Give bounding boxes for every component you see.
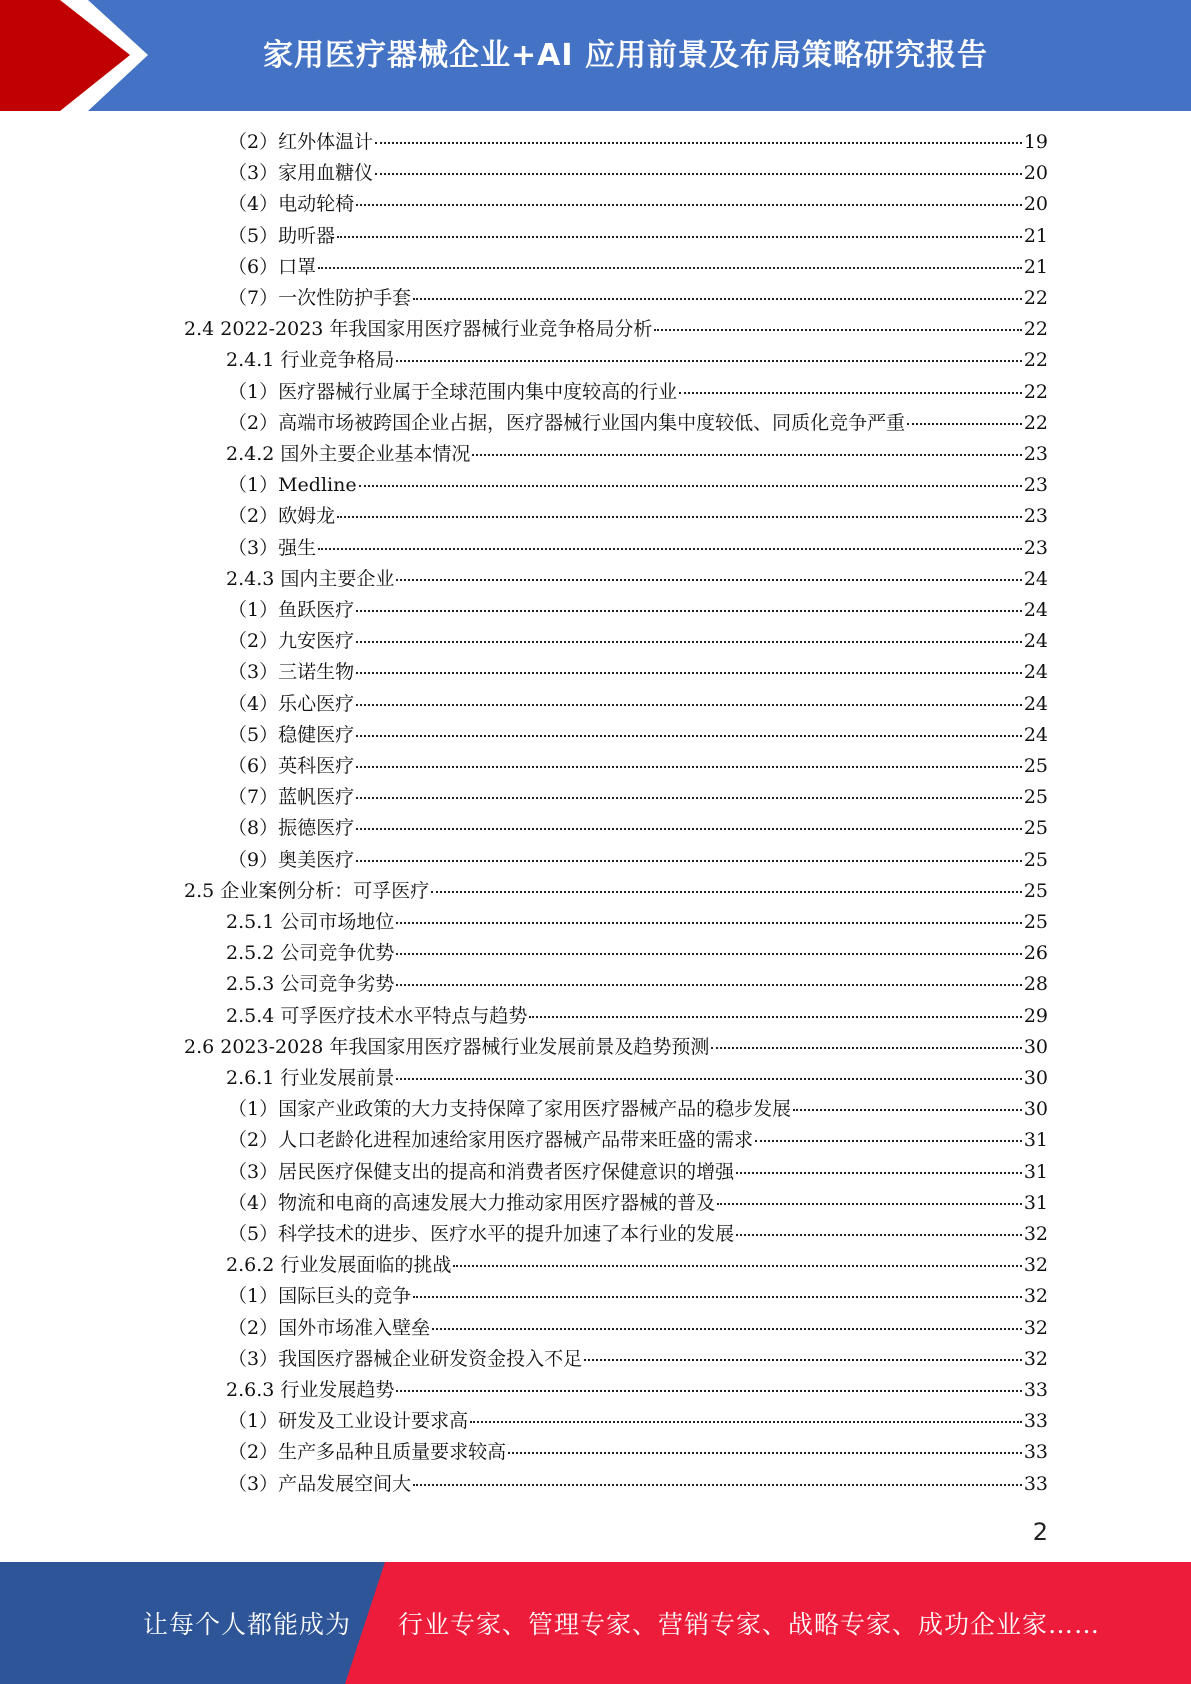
toc-entry-page: 33 (1023, 1441, 1048, 1464)
toc-entry[interactable] (226, 969, 1048, 1000)
toc-entry[interactable] (228, 252, 1048, 283)
toc-dot-leader (356, 828, 1022, 830)
toc-entry-label: （2）生产多品种且质量要求较高 (228, 1441, 507, 1464)
toc-entry-page: 22 (1023, 349, 1048, 372)
toc-entry-page: 23 (1023, 505, 1048, 528)
toc-entry-page: 30 (1023, 1067, 1048, 1089)
toc-dot-leader (375, 173, 1022, 175)
toc-dot-leader (396, 579, 1021, 581)
toc-dot-leader (432, 1328, 1022, 1330)
toc-entry-label: （2）红外体温计 (228, 131, 374, 153)
toc-entry-label: （5）稳健医疗 (228, 723, 355, 746)
toc-entry-label: （3）家用血糖仪 (228, 162, 374, 185)
toc-entry-page: 22 (1023, 380, 1048, 403)
toc-entry[interactable] (226, 564, 1048, 595)
toc-entry-page: 26 (1023, 942, 1048, 965)
toc-entry[interactable] (228, 127, 1048, 158)
toc-entry[interactable] (228, 720, 1048, 751)
toc-entry-page: 24 (1023, 599, 1048, 621)
toc-entry[interactable] (228, 283, 1048, 314)
toc-dot-leader (793, 1109, 1022, 1111)
toc-entry-page: 30 (1023, 1098, 1048, 1121)
toc-dot-leader (356, 672, 1022, 674)
toc-dot-leader (413, 298, 1022, 300)
toc-entry-page: 25 (1023, 879, 1048, 902)
toc-entry-label: 2.6 2023-2028 年我国家用医疗器械行业发展前景及趋势预测 (184, 1035, 710, 1058)
toc-dot-leader (679, 392, 1022, 394)
toc-dot-leader (755, 1140, 1022, 1142)
toc-entry[interactable] (226, 1063, 1048, 1094)
toc-entry-label: （1）国家产业政策的大力支持保障了家用医疗器械产品的稳步发展 (228, 1098, 792, 1121)
toc-dot-leader (375, 142, 1022, 144)
toc-entry-page: 22 (1023, 318, 1048, 341)
toc-dot-leader (396, 984, 1021, 986)
toc-entry[interactable] (228, 1469, 1048, 1500)
toc-entry-page: 33 (1023, 1472, 1048, 1495)
toc-entry-label: （2）国外市场准入壁垒 (228, 1316, 431, 1339)
toc-entry-page: 32 (1023, 1285, 1048, 1308)
toc-dot-leader (356, 797, 1022, 799)
toc-entry-label: （2）高端市场被跨国企业占据，医疗器械行业国内集中度较低、同质化竞争严重 (228, 411, 906, 434)
toc-entry-page: 25 (1023, 817, 1048, 840)
toc-entry-label: 2.6.2 行业发展面临的挑战 (226, 1254, 452, 1277)
toc-entry-page: 23 (1023, 443, 1048, 465)
toc-dot-leader (584, 1359, 1022, 1361)
toc-entry[interactable] (228, 1125, 1048, 1156)
toc-entry[interactable] (226, 1001, 1048, 1032)
toc-entry-label: （3）产品发展空间大 (228, 1472, 412, 1495)
toc-dot-leader (431, 891, 1022, 893)
toc-entry-label: （3）强生 (228, 536, 317, 559)
toc-entry-page: 20 (1023, 193, 1048, 216)
toc-entry-label: 2.5.3 公司竞争劣势 (226, 973, 395, 996)
toc-entry-label: （5）科学技术的进步、医疗水平的提升加速了本行业的发展 (228, 1223, 735, 1245)
toc-dot-leader (472, 454, 1021, 456)
toc-dot-leader (396, 953, 1021, 955)
report-title: 家用医疗器械企业+AI 应用前景及布局策略研究报告 (263, 37, 988, 73)
toc-dot-leader (470, 1421, 1022, 1423)
toc-entry-page: 20 (1023, 162, 1048, 185)
toc-entry-label: （3）居民医疗保健支出的提高和消费者医疗保健意识的增强 (228, 1160, 735, 1183)
toc-entry-label: （4）物流和电商的高速发展大力推动家用医疗器械的普及 (228, 1191, 716, 1214)
toc-dot-leader (508, 1452, 1022, 1454)
toc-entry-page: 21 (1023, 224, 1048, 247)
toc-entry[interactable] (228, 158, 1048, 189)
toc-entry-page: 23 (1023, 474, 1048, 497)
page-number: 2 (1032, 1518, 1048, 1546)
toc-dot-leader (356, 704, 1022, 706)
toc-entry-page: 25 (1023, 755, 1048, 777)
toc-dot-leader (736, 1172, 1022, 1174)
toc-entry-page: 28 (1023, 973, 1048, 996)
toc-dot-leader (337, 236, 1022, 238)
toc-entry-page: 22 (1023, 411, 1048, 434)
header-chevron-decoration (0, 0, 160, 111)
toc-entry-page: 32 (1023, 1347, 1048, 1370)
toc-entry-label: 2.4 2022-2023 年我国家用医疗器械行业竞争格局分析 (184, 318, 653, 341)
toc-entry[interactable] (228, 377, 1048, 408)
toc-entry-label: （4）电动轮椅 (228, 193, 355, 216)
toc-entry-page: 31 (1023, 1191, 1048, 1214)
toc-dot-leader (396, 1078, 1021, 1080)
toc-entry-page: 25 (1023, 911, 1048, 933)
toc-entry[interactable] (228, 782, 1048, 813)
toc-entry[interactable] (226, 907, 1048, 938)
toc-entry-label: （6）英科医疗 (228, 755, 355, 777)
toc-entry-label: 2.6.1 行业发展前景 (226, 1067, 395, 1089)
toc-dot-leader (318, 548, 1022, 550)
toc-dot-leader (413, 1296, 1022, 1298)
toc-dot-leader (337, 516, 1022, 518)
toc-entry[interactable] (228, 657, 1048, 688)
toc-entry[interactable] (228, 845, 1048, 876)
toc-entry-page: 24 (1023, 661, 1048, 684)
toc-entry-page: 19 (1023, 131, 1048, 153)
toc-entry-label: （6）口罩 (228, 255, 317, 278)
toc-dot-leader (318, 267, 1022, 269)
toc-entry[interactable] (228, 689, 1048, 720)
toc-entry-label: （8）振德医疗 (228, 817, 355, 840)
toc-dot-leader (359, 485, 1022, 487)
toc-entry-page: 22 (1023, 287, 1048, 309)
toc-entry-label: （1）国际巨头的竞争 (228, 1285, 412, 1308)
toc-entry-label: 2.4.1 行业竞争格局 (226, 349, 395, 372)
toc-entry-page: 32 (1023, 1254, 1048, 1277)
toc-entry-label: 2.5.2 公司竞争优势 (226, 942, 395, 965)
toc-entry-page: 24 (1023, 723, 1048, 746)
toc-dot-leader (413, 1484, 1022, 1486)
toc-entry[interactable] (228, 1157, 1048, 1188)
toc-entry[interactable] (228, 533, 1048, 564)
toc-dot-leader (356, 735, 1022, 737)
toc-dot-leader (453, 1265, 1021, 1267)
footer-slogan-left: 让每个人都能成为 (143, 1610, 352, 1639)
toc-dot-leader (736, 1234, 1022, 1236)
toc-entry[interactable] (184, 314, 1048, 345)
toc-entry-page: 24 (1023, 630, 1048, 653)
toc-entry-label: 2.6.3 行业发展趋势 (226, 1379, 395, 1401)
toc-dot-leader (356, 860, 1022, 862)
toc-entry[interactable] (228, 501, 1048, 532)
toc-entry-label: （7）一次性防护手套 (228, 287, 412, 309)
toc-entry-page: 32 (1023, 1316, 1048, 1339)
toc-entry-label: （2）九安医疗 (228, 630, 355, 653)
toc-entry[interactable] (226, 345, 1048, 376)
toc-entry[interactable] (226, 938, 1048, 969)
toc-entry-label: 2.5.4 可孚医疗技术水平特点与趋势 (226, 1004, 528, 1027)
toc-entry[interactable] (228, 595, 1048, 626)
toc-entry[interactable] (226, 1375, 1048, 1406)
toc-dot-leader (356, 610, 1022, 612)
toc-entry-label: （5）助听器 (228, 224, 336, 247)
toc-dot-leader (396, 360, 1021, 362)
toc-entry[interactable] (228, 1406, 1048, 1437)
toc-entry-page: 25 (1023, 848, 1048, 871)
toc-entry[interactable] (228, 813, 1048, 844)
toc-entry[interactable] (228, 1313, 1048, 1344)
footer-slogan-right: 行业专家、管理专家、营销专家、战略专家、成功企业家…… (398, 1610, 1101, 1639)
toc-dot-leader (717, 1203, 1022, 1205)
toc-entry-label: （1）鱼跃医疗 (228, 599, 355, 621)
toc-entry[interactable] (228, 189, 1048, 220)
toc-entry[interactable] (228, 626, 1048, 657)
toc-entry-label: 2.4.3 国内主要企业 (226, 567, 395, 590)
toc-entry-page: 24 (1023, 567, 1048, 590)
toc-entry[interactable] (226, 439, 1048, 470)
toc-entry-page: 30 (1023, 1035, 1048, 1058)
toc-entry-label: 2.5.1 公司市场地位 (226, 911, 395, 933)
toc-dot-leader (529, 1016, 1021, 1018)
toc-entry[interactable] (228, 1437, 1048, 1468)
toc-entry-page: 33 (1023, 1410, 1048, 1433)
toc-entry-label: （1）Medline (228, 474, 357, 497)
toc-entry[interactable] (228, 751, 1048, 782)
toc-entry-page: 33 (1023, 1379, 1048, 1401)
toc-entry[interactable] (228, 408, 1048, 439)
toc-entry[interactable] (228, 1094, 1048, 1125)
toc-dot-leader (396, 922, 1021, 924)
toc-entry-page: 21 (1023, 255, 1048, 278)
toc-entry[interactable] (228, 1344, 1048, 1375)
toc-dot-leader (356, 766, 1022, 768)
toc-entry[interactable] (228, 470, 1048, 501)
toc-entry[interactable] (228, 1281, 1048, 1312)
toc-entry-label: （4）乐心医疗 (228, 692, 355, 715)
page-header (0, 0, 1191, 111)
toc-entry-label: （3）我国医疗器械企业研发资金投入不足 (228, 1347, 583, 1370)
toc-entry[interactable] (228, 1219, 1048, 1250)
page-footer (0, 1562, 1191, 1684)
toc-entry-label: （7）蓝帆医疗 (228, 786, 355, 809)
toc-entry[interactable] (228, 221, 1048, 252)
toc-entry-label: （1）研发及工业设计要求高 (228, 1410, 469, 1433)
toc-dot-leader (396, 1390, 1021, 1392)
toc-entry-page: 25 (1023, 786, 1048, 809)
toc-entry[interactable] (184, 876, 1048, 907)
toc-entry-label: 2.5 企业案例分析：可孚医疗 (184, 879, 430, 902)
toc-entry[interactable] (226, 1250, 1048, 1281)
toc-dot-leader (711, 1047, 1021, 1049)
toc-entry-page: 24 (1023, 692, 1048, 715)
toc-entry-label: 2.4.2 国外主要企业基本情况 (226, 443, 471, 465)
toc-entry-label: （3）三诺生物 (228, 661, 355, 684)
toc-entry-label: （1）医疗器械行业属于全球范围内集中度较高的行业 (228, 380, 678, 403)
toc-entry[interactable] (228, 1188, 1048, 1219)
toc-entry-page: 29 (1023, 1004, 1048, 1027)
toc-dot-leader (654, 329, 1021, 331)
toc-dot-leader (356, 204, 1022, 206)
toc-entry-page: 23 (1023, 536, 1048, 559)
toc-dot-leader (356, 641, 1022, 643)
toc-entry[interactable] (184, 1032, 1048, 1063)
toc-entry-page: 31 (1023, 1129, 1048, 1152)
toc-entry-label: （2）人口老龄化进程加速给家用医疗器械产品带来旺盛的需求 (228, 1129, 754, 1152)
toc-entry-page: 31 (1023, 1160, 1048, 1183)
toc-entry-page: 32 (1023, 1223, 1048, 1245)
toc-entry-label: （2）欧姆龙 (228, 505, 336, 528)
toc-dot-leader (907, 423, 1022, 425)
toc-entry-label: （9）奥美医疗 (228, 848, 355, 871)
